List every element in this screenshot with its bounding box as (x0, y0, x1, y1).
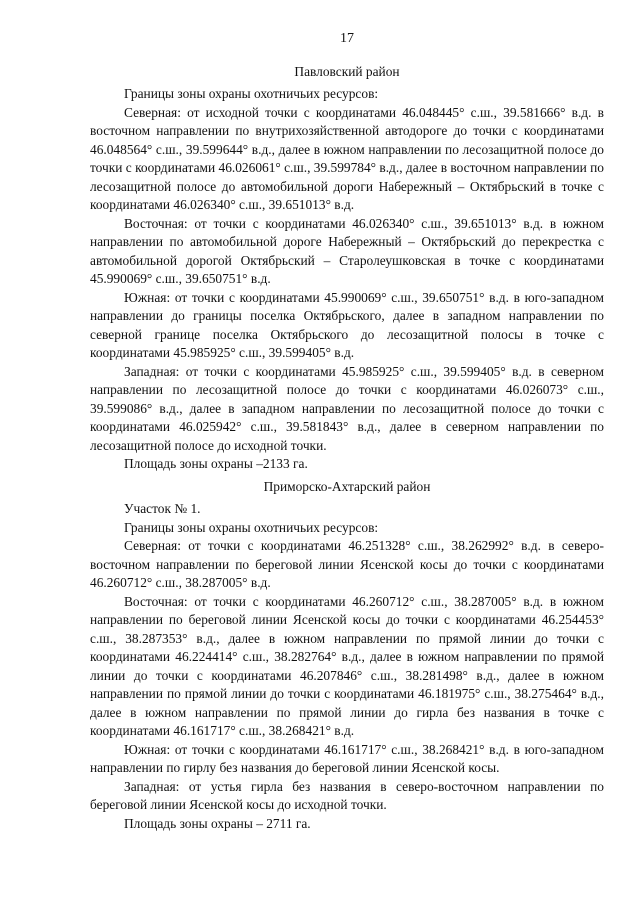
plot-number: Участок № 1. (124, 501, 201, 516)
zone-boundaries-intro: Границы зоны охраны охотничьих ресурсов: (124, 519, 379, 535)
section-title-primorsko-akhtarsky: Приморско-Ахтарский район (263, 478, 431, 494)
east-boundary-text: Восточная: от точки с координатами 46.260712° с.ш., 38.287005° в.д. в южном направлении по береговой линии Ясенской косы до точки с координатами 46.254453° с.ш., 38.287353° в.д., далее в южном направлении по прямой линии до точки с координатами 46.224414° с.ш., 38.282764° в.д., далее в южном направлении по прямой линии до точки с координатами 46.207846° с.ш., 38.281498° в.д., далее в южном направлении по прямой линии до точки с координатами 46.181975° с.ш., 38.275464° в.д., далее в южном направлении по прямой линии до гирла без названия в точке с координатами 46.161717° с.ш., 38.268421° в.д. (90, 593, 604, 738)
west-boundary-text: Западная: от устья гирла без названия в северо-восточном направлении по береговой линии Ясенской косы до исходной точки. (90, 778, 604, 812)
west-boundary-text: Западная: от точки с координатами 45.985925° с.ш., 39.599405° в.д. в северном направлении по лесозащитной полосе до точки с координатами 46.026073° с.ш., 39.599086° в.д., далее в западном направлении по лесозащитной полосе до точки с координатами 46.025942° с.ш., 39.581843° в.д., далее в северном направлении по лесозащитной полосе до исходной точки. (90, 363, 604, 453)
section-title-pavlovsky: Павловский район (294, 63, 400, 79)
south-boundary-text: Южная: от точки с координатами 45.990069° с.ш., 39.650751° в.д. в юго-западном направлении до границы поселка Октябрьского, далее в западном направлении по северной границе поселка Октябрьского до лесозащитной полосы в точке с координатами 45.985925° с.ш., 39.599405° в.д. (90, 289, 604, 360)
zone-area-text: Площадь зоны охраны – 2711 га. (124, 815, 311, 831)
north-boundary-text: Северная: от точки с координатами 46.251328° с.ш., 38.262992° в.д. в северо-восточном направлении по береговой линии Ясенской косы до точки с координатами 46.260712° с.ш., 38.287005° в.д. (90, 538, 604, 590)
document-page (90, 30, 604, 833)
east-boundary-text: Восточная: от точки с координатами 46.026340° с.ш., 39.651013° в.д. в южном направлении по автомобильной дороге Набережный – Октябрьский до перекрестка с автомобильной дорогой Октябрьский – Старолеушковская в точке с координатами 45.990069° с.ш., 39.650751° в.д. (90, 215, 604, 286)
south-boundary-text: Южная: от точки с координатами 46.161717° с.ш., 38.268421° в.д. в юго-западном направлении по гирлу без названия до береговой линии Ясенской косы. (90, 741, 604, 775)
zone-boundaries-intro: Границы зоны охраны охотничьих ресурсов: (124, 86, 379, 101)
page-number: 17 (340, 31, 354, 46)
zone-area-text: Площадь зоны охраны –2133 га. (124, 456, 308, 471)
north-boundary-text: Северная: от исходной точки с координатами 46.048445° с.ш., 39.581666° в.д. в восточном направлении по внутрихозяйственной автодороге до точки с координатами 46.048564° с.ш., 39.599644° в.д., далее в южном направлении по лесозащитной полосе до точки с координатами 46.026061° с.ш., 39.599784° в.д., далее в восточном направлении по лесозащитной полосе до автомобильной дороги Набережный – Октябрьский в точке с координатами 46.026340° с.ш., 39.651013° в.д. (90, 104, 604, 212)
